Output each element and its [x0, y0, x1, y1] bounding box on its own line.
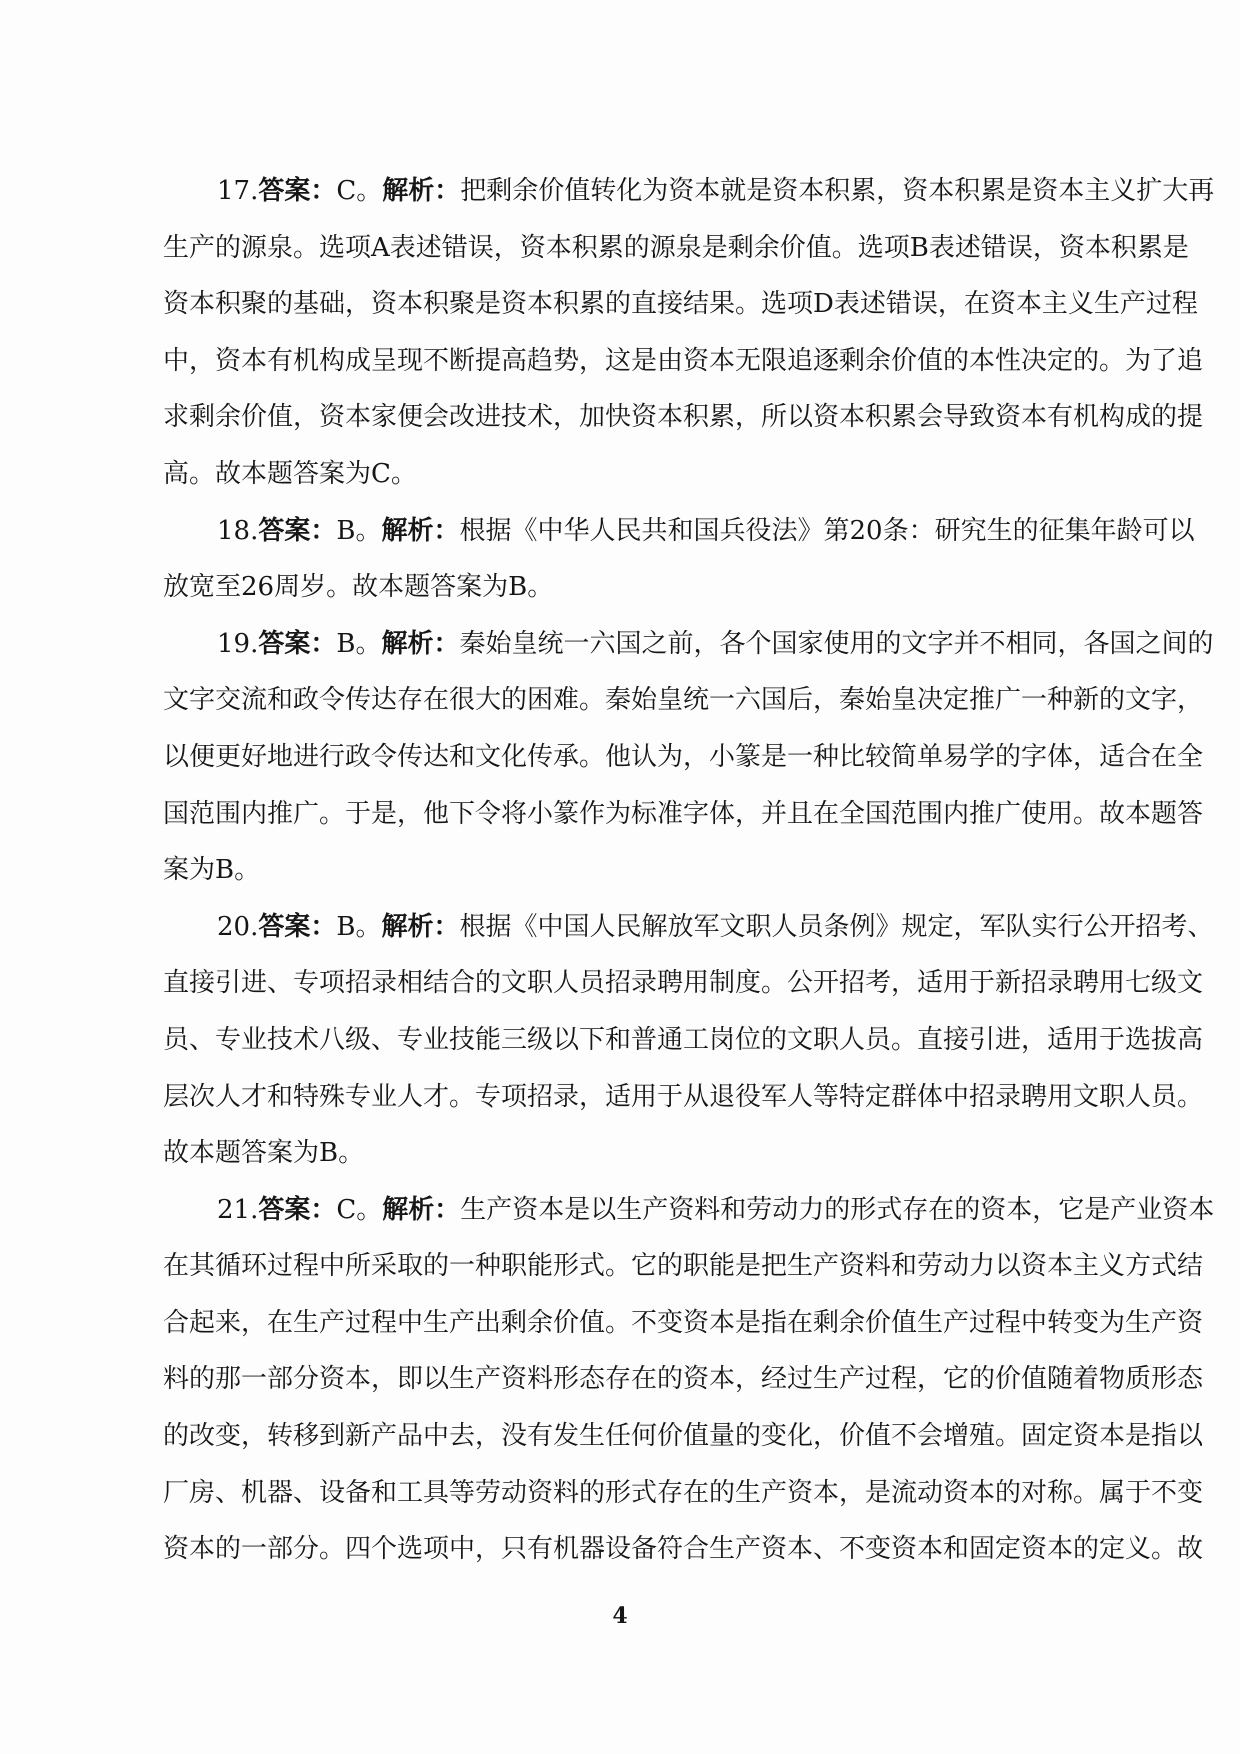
answer-paragraph	[163, 1182, 1215, 1578]
analysis-text: 根据《中国人民解放军文职人员条例》规定，军队实行公开招考、	[459, 911, 1214, 942]
text-line: 料的那一部分资本，即以生产资料形态存在的资本，经过生产过程，它的价值随着物质形态	[163, 1364, 1204, 1395]
text-line	[163, 1182, 1215, 1239]
analysis-text: 生产资本是以生产资料和劳动力的形式存在的资本，它是产业资本	[460, 1194, 1215, 1225]
text-line	[163, 503, 1195, 560]
text-line: 故本题答案为B。	[163, 1138, 365, 1169]
text-line: 国范围内推广。于是，他下令将小篆作为标准字体，并且在全国范围内推广使用。故本题答	[163, 798, 1204, 829]
analysis-text: 把剩余价值转化为资本就是资本积累，资本积累是资本主义扩大再	[460, 176, 1215, 206]
answer-label: 答案：	[258, 1194, 337, 1225]
answer-explanations	[163, 163, 1215, 1578]
text-line: 高。故本题答案为C。	[163, 458, 417, 489]
text-line: 员、专业技术八级、专业技能三级以下和普通工岗位的文职人员。直接引进，适用于选拔高	[163, 1024, 1204, 1055]
text-line: 文字交流和政令传达存在很大的困难。秦始皇统一六国后，秦始皇决定推广一种新的文字，	[163, 685, 1204, 716]
text-line: 直接引进、专项招录相结合的文职人员招录聘用制度。公开招考，适用于新招录聘用七级文	[163, 968, 1204, 999]
text-line: 在其循环过程中所采取的一种职能形式。它的职能是把生产资料和劳动力以资本主义方式结	[163, 1251, 1204, 1282]
text-line	[163, 163, 1215, 220]
answer-label: 答案：	[258, 515, 337, 546]
text-line: 求剩余价值，资本家便会改进技术，加快资本积累，所以资本积累会导致资本有机构成的提	[163, 402, 1204, 433]
text-line: 厂房、机器、设备和工具等劳动资料的形式存在的生产资本，是流动资本的对称。属于不变	[163, 1477, 1204, 1508]
answer-paragraph	[163, 503, 1195, 616]
analysis-label: 解析：	[381, 628, 460, 659]
text-line: 中，资本有机构成呈现不断提高趋势，这是由资本无限追逐剩余价值的本性决定的。为了追	[163, 345, 1204, 376]
page-number: 4	[612, 1603, 628, 1629]
analysis-text: 根据《中华人民共和国兵役法》第20条：研究生的征集年龄可以	[459, 515, 1195, 546]
text-line: 生产的源泉。选项A表述错误，资本积累的源泉是剩余价值。选项B表述错误，资本积累是	[163, 232, 1189, 263]
question-number: 21.	[217, 1194, 259, 1225]
analysis-text: 秦始皇统一六国之前，各个国家使用的文字并不相同，各国之间的	[459, 628, 1214, 659]
answer-value: C。	[336, 1194, 383, 1225]
text-line	[163, 616, 1214, 673]
answer-paragraph	[163, 616, 1214, 899]
text-line: 资本积聚的基础，资本积聚是资本积累的直接结果。选项D表述错误，在资本主义生产过程	[163, 289, 1198, 320]
answer-label: 答案：	[258, 628, 337, 659]
answer-value: C。	[336, 176, 383, 206]
text-line: 的改变，转移到新产品中去，没有发生任何价值量的变化，价值不会增殖。固定资本是指以	[163, 1421, 1204, 1452]
analysis-label: 解析：	[381, 911, 460, 942]
answer-value: B。	[336, 628, 382, 659]
question-number: 17.	[217, 176, 259, 206]
question-number: 18.	[217, 515, 259, 546]
text-line	[163, 899, 1214, 956]
answer-paragraph	[163, 899, 1214, 1182]
answer-label: 答案：	[258, 911, 337, 942]
text-line: 放宽至26周岁。故本题答案为B。	[163, 572, 554, 603]
analysis-label: 解析：	[382, 1194, 461, 1225]
analysis-label: 解析：	[381, 515, 460, 546]
text-line: 资本的一部分。四个选项中，只有机器设备符合生产资本、不变资本和固定资本的定义。故	[163, 1534, 1204, 1565]
text-line: 合起来，在生产过程中生产出剩余价值。不变资本是指在剩余价值生产过程中转变为生产资	[163, 1307, 1204, 1338]
answer-label: 答案：	[258, 176, 337, 206]
text-line: 以便更好地进行政令传达和文化传承。他认为，小篆是一种比较简单易学的字体，适合在全	[163, 741, 1204, 772]
analysis-label: 解析：	[382, 176, 461, 206]
question-number: 20.	[217, 911, 259, 942]
text-line: 层次人才和特殊专业人才。专项招录，适用于从退役军人等特定群体中招录聘用文职人员。	[163, 1081, 1204, 1112]
answer-value: B。	[336, 515, 382, 546]
text-line: 案为B。	[163, 855, 261, 886]
answer-value: B。	[336, 911, 382, 942]
answer-paragraph	[163, 163, 1215, 503]
question-number: 19.	[217, 628, 259, 659]
